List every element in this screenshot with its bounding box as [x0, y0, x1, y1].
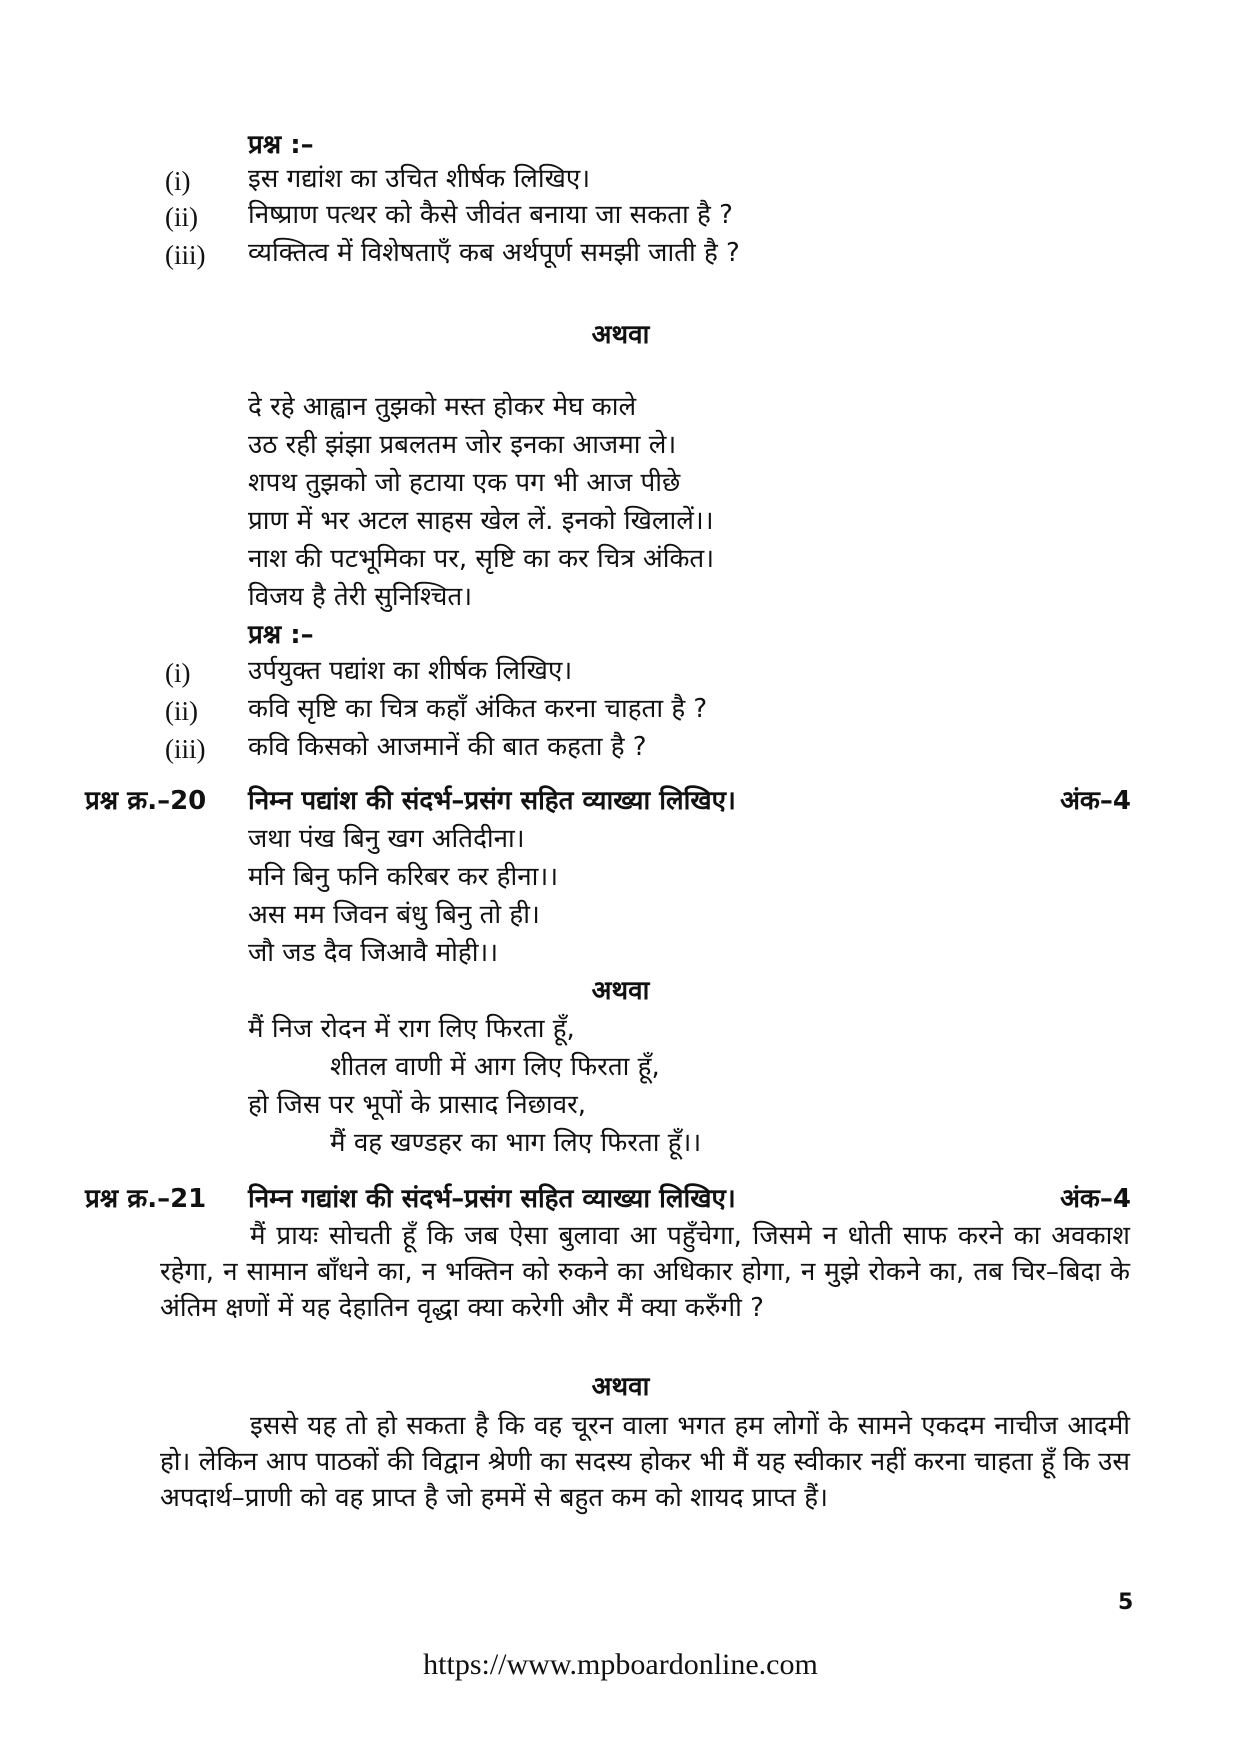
question-label: प्रश्न क्र.–21: [85, 1184, 207, 1214]
page-number: 5: [1118, 1590, 1134, 1615]
question-number: (ii): [165, 202, 198, 232]
poem-line: शपथ तुझको जो हटाया एक पग भी आज पीछे: [248, 468, 681, 498]
question-text: व्यक्तित्व में विशेषताएँ कब अर्थपूर्ण समझी जाती है ?: [248, 238, 740, 268]
question-heading: निम्न पद्यांश की संदर्भ–प्रसंग सहित व्याख्या लिखिए।: [248, 786, 736, 816]
athva-divider: अथवा: [591, 976, 650, 1006]
verse-line: शीतल वाणी में आग लिए फिरता हूँ,: [330, 1052, 660, 1082]
prashna-label: प्रश्न :–: [248, 620, 314, 650]
question-number: (iii): [165, 734, 206, 764]
prashna-label: प्रश्न :–: [248, 130, 314, 160]
question-text: निष्प्राण पत्थर को कैसे जीवंत बनाया जा सकता है ?: [248, 200, 733, 230]
question-number: (ii): [165, 696, 198, 726]
question-number: (i): [165, 166, 191, 196]
question-number: (i): [165, 658, 191, 688]
marks-label: अंक–4: [1060, 1184, 1131, 1214]
verse-line: जथा पंख बिनु खग अतिदीना।: [248, 824, 525, 854]
prose-paragraph: इससे यह तो हो सकता है कि वह चूरन वाला भगत हम लोगों के सामने एकदम नाचीज आदमी हो। लेकिन आप पाठकों की विद्वान श्रेणी का सदस्य होकर भी मैं यह स्वीकार नहीं करना चाहता हूँ कि उस अपदार्थ–प्राणी को वह प्राप्त है जो हममें से बहुत कम को शायद प्राप्त हैं।: [160, 1411, 1130, 1513]
athva-divider: अथवा: [591, 320, 650, 350]
poem-line: प्राण में भर अटल साहस खेल लें. इनको खिलालें।।: [248, 506, 714, 536]
poem-line: विजय है तेरी सुनिश्चित।: [248, 582, 473, 612]
question-text: कवि सृष्टि का चित्र कहाँ अंकित करना चाहता है ?: [248, 694, 708, 724]
verse-line: मनि बिनु फनि करिबर कर हीना।।: [248, 862, 559, 892]
verse-line: जौ जड दैव जिआवै मोही।।: [248, 938, 499, 968]
verse-line: अस मम जिवन बंधु बिनु तो ही।: [248, 900, 540, 930]
question-text: कवि किसको आजमानें की बात कहता है ?: [248, 732, 647, 762]
question-number: (iii): [165, 240, 206, 270]
poem-line: नाश की पटभूमिका पर, सृष्टि का कर चित्र अंकित।: [248, 544, 715, 574]
footer-url: https://www.mpboardonline.com: [423, 1648, 818, 1681]
verse-line: मैं वह खण्डहर का भाग लिए फिरता हूँ।।: [330, 1128, 702, 1158]
poem-line: दे रहे आह्वान तुझको मस्त होकर मेघ काले: [248, 392, 637, 422]
verse-line: मैं निज रोदन में राग लिए फिरता हूँ,: [248, 1014, 575, 1044]
athva-divider: अथवा: [591, 1372, 650, 1402]
question-heading: निम्न गद्यांश की संदर्भ–प्रसंग सहित व्याख्या लिखिए।: [248, 1184, 736, 1214]
poem-line: उठ रही झंझा प्रबलतम जोर इनका आजमा ले।: [248, 430, 677, 460]
verse-line: हो जिस पर भूपों के प्रासाद निछावर,: [248, 1090, 587, 1120]
marks-label: अंक–4: [1060, 786, 1131, 816]
prose-paragraph: मैं प्रायः सोचती हूँ कि जब ऐसा बुलावा आ पहुँचेगा, जिसमे न धोती साफ करने का अवकाश रहेगा, न सामान बाँधने का, न भक्तिन को रुकने का अधिकार होगा, न मुझे रोकने का, तब चिर–बिदा के अंतिम क्षणों में यह देहातिन वृद्धा क्या करेगी और मैं क्या करुँगी ?: [160, 1221, 1130, 1323]
question-text: उर्पयुक्त पद्यांश का शीर्षक लिखिए।: [248, 656, 573, 686]
question-label: प्रश्न क्र.–20: [85, 786, 207, 816]
question-text: इस गद्यांश का उचित शीर्षक लिखिए।: [248, 164, 591, 194]
